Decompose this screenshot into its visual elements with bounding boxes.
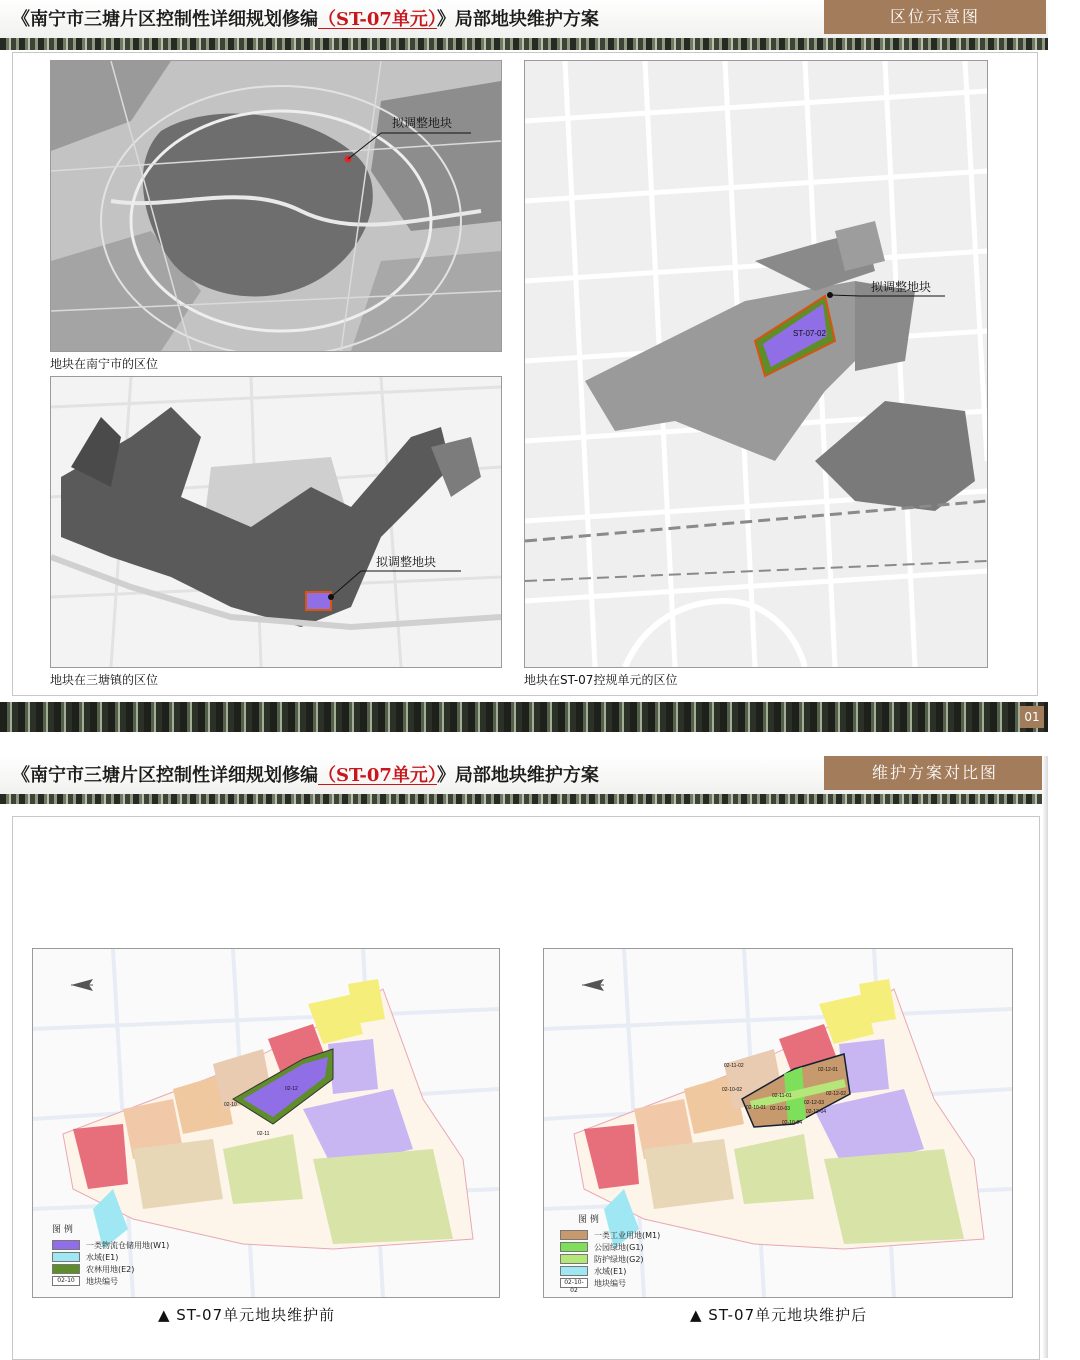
before-label-2: 02-11 bbox=[257, 1131, 270, 1137]
after-label-7: 02-10-03 bbox=[770, 1106, 791, 1112]
unit-map-parcel-code: ST-07-02 bbox=[793, 329, 826, 338]
after-legend bbox=[560, 1212, 661, 1294]
legend-item: 02-10-02 地块编号 bbox=[560, 1277, 660, 1289]
after-caption: ▲ ST-07单元地块维护后 bbox=[690, 1306, 868, 1324]
after-label-6: 02-10-01 bbox=[746, 1105, 767, 1111]
before-legend bbox=[52, 1222, 169, 1287]
sheet-comparison bbox=[0, 756, 1048, 1358]
footer-band bbox=[0, 702, 1048, 732]
sheet-tag: 区位示意图 bbox=[824, 0, 1046, 34]
after-label-10: 02-12-04 bbox=[806, 1109, 827, 1115]
legend-item: 一类工业用地(M1) bbox=[560, 1229, 660, 1241]
legend-item: 一类物流仓储用地(W1) bbox=[52, 1239, 169, 1251]
sheet-title: 《南宁市三塘片区控制性详细规划修编（ST-07单元）》局部地块维护方案 bbox=[12, 9, 599, 30]
city-map-caption: 地块在南宁市的区位 bbox=[50, 357, 159, 371]
town-map-callout: 拟调整地块 bbox=[376, 555, 437, 569]
city-map bbox=[50, 60, 502, 352]
header-band bbox=[0, 794, 1048, 804]
legend-swatch bbox=[52, 1240, 80, 1250]
after-legend-title: 图 例 bbox=[578, 1215, 599, 1225]
legend-item: 农林用地(E2) bbox=[52, 1263, 169, 1275]
after-label-3: 02-11-01 bbox=[772, 1093, 792, 1099]
legend-swatch bbox=[52, 1252, 80, 1262]
legend-item: 防护绿地(G2) bbox=[560, 1253, 660, 1265]
legend-swatch bbox=[560, 1266, 588, 1276]
unit-map-callout: 拟调整地块 bbox=[871, 280, 932, 294]
page-number: 01 bbox=[1020, 706, 1044, 728]
sheet-header bbox=[0, 0, 1048, 38]
legend-item: 水域(E1) bbox=[560, 1265, 660, 1277]
after-label-2: 02-10-02 bbox=[722, 1087, 743, 1093]
legend-item: 02-10 地块编号 bbox=[52, 1275, 169, 1287]
before-label-1: 02-12 bbox=[285, 1086, 298, 1092]
after-label-5: 02-12-02 bbox=[826, 1091, 847, 1097]
sheet-title: 《南宁市三塘片区控制性详细规划修编（ST-07单元）》局部地块维护方案 bbox=[12, 765, 599, 786]
before-label-3: 02-10 bbox=[224, 1102, 237, 1108]
legend-item: 水域(E1) bbox=[52, 1251, 169, 1263]
page-edge bbox=[1042, 756, 1048, 1358]
town-map bbox=[50, 376, 502, 668]
unit-map-caption: 地块在ST-07控规单元的区位 bbox=[524, 673, 678, 687]
legend-swatch bbox=[560, 1242, 588, 1252]
town-map-caption: 地块在三塘镇的区位 bbox=[50, 673, 159, 687]
legend-code-swatch: 02-10 bbox=[52, 1276, 80, 1286]
after-label-8: 02-12-03 bbox=[804, 1100, 825, 1106]
before-caption: ▲ ST-07单元地块维护前 bbox=[158, 1306, 336, 1324]
before-legend-title: 图 例 bbox=[52, 1225, 73, 1235]
city-map-callout: 拟调整地块 bbox=[392, 116, 453, 130]
sheet-tag: 维护方案对比图 bbox=[824, 756, 1046, 790]
legend-swatch bbox=[52, 1264, 80, 1274]
after-label-4: 02-12-01 bbox=[818, 1067, 839, 1073]
unit-code: （ST-07单元） bbox=[318, 9, 437, 30]
legend-swatch bbox=[560, 1254, 588, 1264]
legend-code-swatch: 02-10-02 bbox=[560, 1278, 588, 1288]
header-band bbox=[0, 38, 1048, 50]
legend-swatch bbox=[560, 1230, 588, 1240]
unit-code: （ST-07单元） bbox=[318, 765, 437, 786]
legend-item: 公园绿地(G1) bbox=[560, 1241, 660, 1253]
sheet-header bbox=[0, 756, 1048, 794]
unit-map bbox=[524, 60, 988, 668]
after-label-1: 02-11-02 bbox=[724, 1063, 744, 1069]
after-label-9: 02-10-04 bbox=[782, 1120, 803, 1126]
